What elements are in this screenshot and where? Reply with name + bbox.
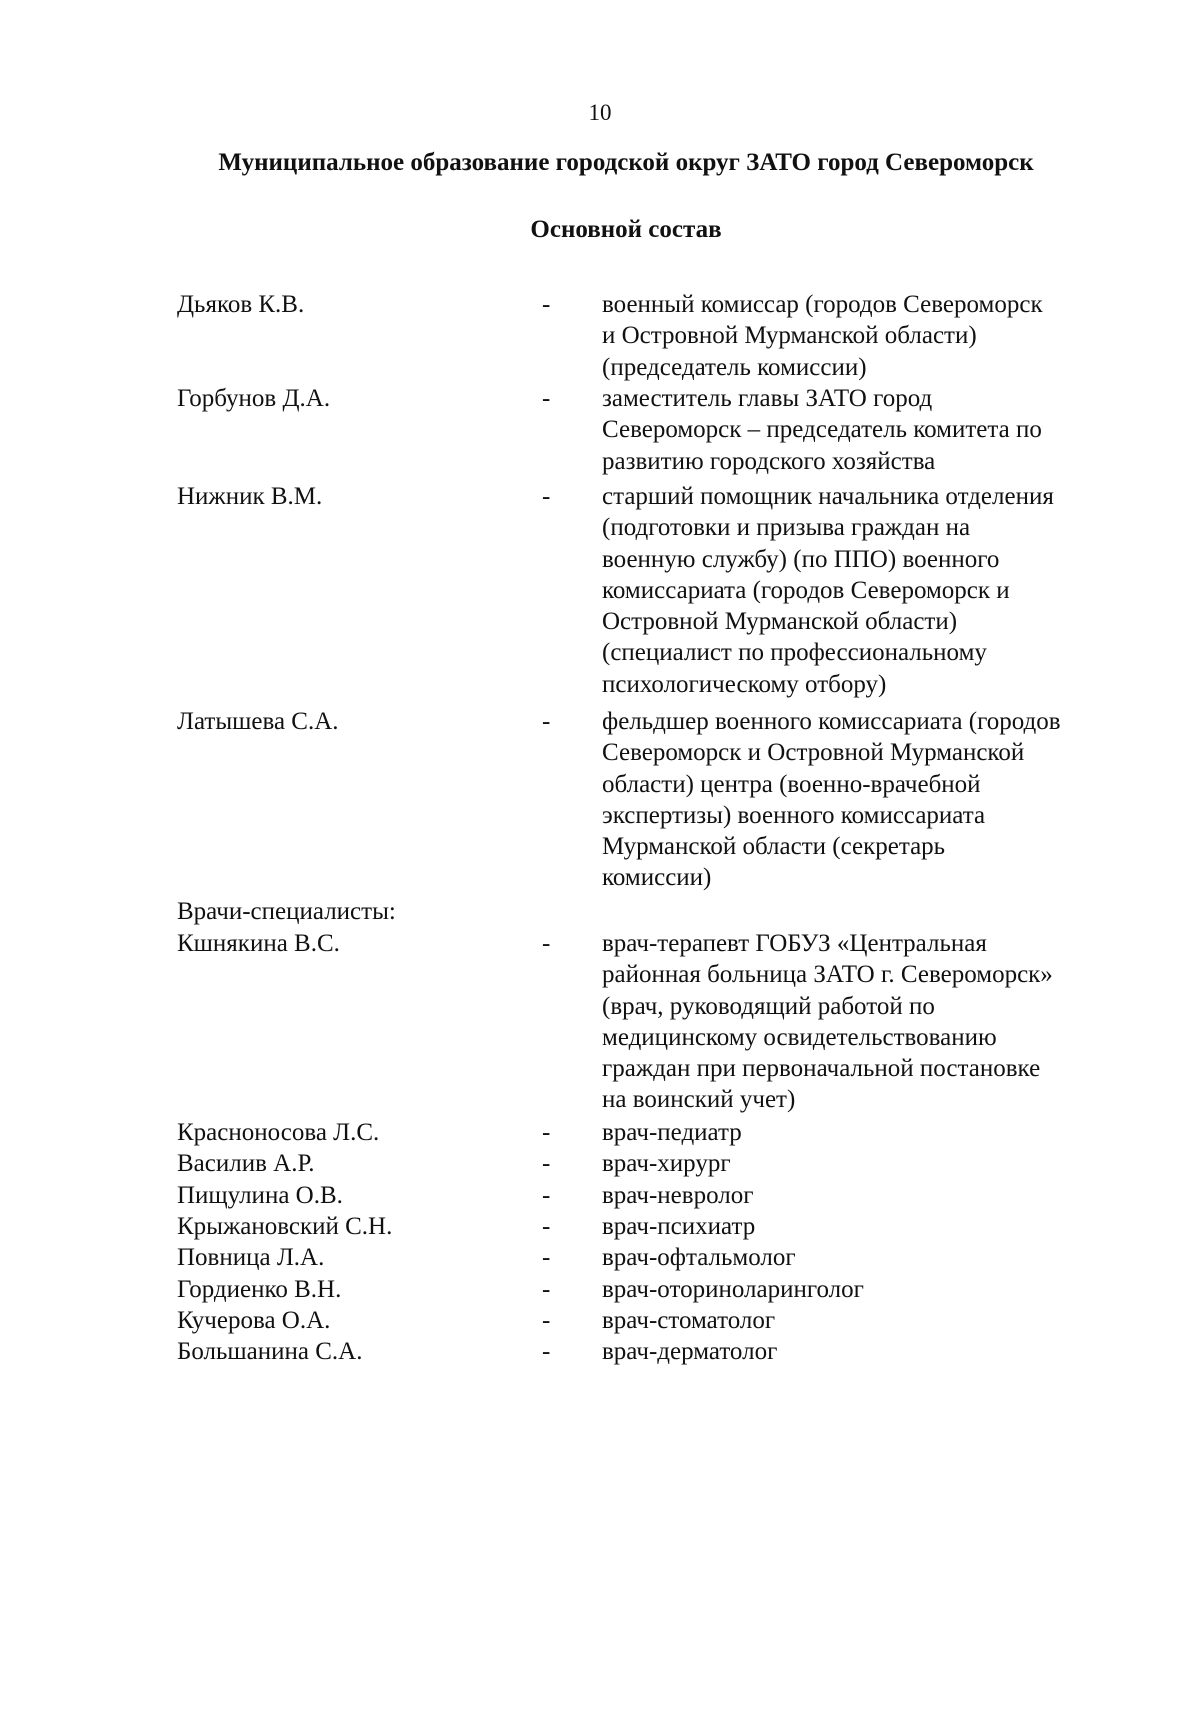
member-role	[602, 1180, 1112, 1211]
page-number: 10	[588, 100, 612, 125]
member-role-line: врач-психиатр	[602, 1213, 756, 1240]
member-role	[602, 383, 1112, 477]
member-name: Красноносова Л.С.	[177, 1119, 380, 1146]
member-role-line: на воинский учет)	[602, 1086, 796, 1114]
member-name: Василив А.Р.	[177, 1150, 315, 1177]
member-role	[602, 1148, 1112, 1179]
specialists-label: Врачи-специалисты:	[177, 898, 396, 925]
separator-dash: -	[542, 1276, 551, 1303]
member-role-line: врач-хирург	[602, 1150, 731, 1177]
member-role-line: фельдшер военного комиссариата (городов	[602, 708, 1061, 735]
member-role-line: и Островной Мурманской области)	[602, 322, 977, 350]
separator-dash: -	[542, 1213, 551, 1240]
member-role-line: Островной Мурманской области)	[602, 608, 958, 636]
member-name: Повница Л.А.	[177, 1244, 325, 1271]
member-role-line: (специалист по профессиональному	[602, 639, 987, 667]
member-role-line: области) центра (военно-врачебной	[602, 770, 981, 798]
member-role	[602, 706, 1112, 894]
member-role-line: врач-оториноларинголог	[602, 1276, 864, 1303]
document-title: Муниципальное образование городской округ ЗАТО город Североморск	[218, 149, 1034, 176]
member-role-line: военный комиссар (городов Североморск	[602, 291, 1043, 318]
member-role-line: врач-терапевт ГОБУЗ «Центральная	[602, 930, 987, 957]
member-role-line: врач-педиатр	[602, 1119, 742, 1146]
member-role	[602, 928, 1112, 1116]
member-role-line: районная больница ЗАТО г. Североморск»	[602, 961, 1053, 989]
member-name: Гордиенко В.Н.	[177, 1276, 342, 1303]
separator-dash: -	[542, 1338, 551, 1365]
member-role-line: Североморск – председатель комитета по	[602, 416, 1042, 444]
member-name: Пищулина О.В.	[177, 1182, 343, 1209]
member-name: Крыжановский С.Н.	[177, 1213, 393, 1240]
member-role-line: врач-дерматолог	[602, 1338, 778, 1365]
separator-dash: -	[542, 1119, 551, 1146]
member-role-line: экспертизы) военного комиссариата	[602, 801, 986, 829]
member-role	[602, 1274, 1112, 1305]
member-role-line: (подготовки и призыва граждан на	[602, 514, 971, 542]
separator-dash: -	[542, 1182, 551, 1209]
member-role-line: врач-стоматолог	[602, 1307, 776, 1334]
member-role	[602, 481, 1112, 700]
member-name: Латышева С.А.	[177, 708, 339, 735]
separator-dash: -	[542, 385, 551, 412]
section-subtitle: Основной состав	[530, 216, 722, 243]
member-role	[602, 1117, 1112, 1148]
member-role-line: военную службу) (по ППО) военного	[602, 545, 1000, 573]
member-role-line: медицинскому освидетельствованию	[602, 1023, 997, 1051]
member-role-line: старший помощник начальника отделения	[602, 483, 1054, 510]
member-role-line: психологическому отбору)	[602, 670, 887, 698]
member-role-line: комиссариата (городов Североморск и	[602, 576, 1010, 604]
member-role-line: Мурманской области (секретарь	[602, 833, 946, 861]
member-role-line: (председатель комиссии)	[602, 353, 867, 381]
member-name: Кшнякина В.С.	[177, 930, 340, 957]
member-role-line: врач-офтальмолог	[602, 1244, 796, 1271]
member-name: Кучерова О.А.	[177, 1307, 331, 1334]
member-role	[602, 1211, 1112, 1242]
member-role-line: врач-невролог	[602, 1182, 754, 1209]
member-role	[602, 1242, 1112, 1273]
member-role	[602, 1336, 1112, 1367]
member-name: Большанина С.А.	[177, 1338, 363, 1365]
member-name: Горбунов Д.А.	[177, 385, 331, 412]
separator-dash: -	[542, 930, 551, 957]
separator-dash: -	[542, 291, 551, 318]
member-role-line: комиссии)	[602, 864, 712, 892]
member-role-line: развитию городского хозяйства	[602, 447, 936, 475]
separator-dash: -	[542, 1307, 551, 1334]
member-role-line: Североморск и Островной Мурманской	[602, 739, 1025, 767]
separator-dash: -	[542, 483, 551, 510]
member-role-line: (врач, руководящий работой по	[602, 992, 935, 1020]
member-role	[602, 1305, 1112, 1336]
separator-dash: -	[542, 1150, 551, 1177]
member-name: Нижник В.М.	[177, 483, 323, 510]
member-role	[602, 289, 1112, 383]
member-name: Дьяков К.В.	[177, 291, 305, 318]
separator-dash: -	[542, 708, 551, 735]
member-role-line: заместитель главы ЗАТО город	[602, 385, 933, 412]
separator-dash: -	[542, 1244, 551, 1271]
member-role-line: граждан при первоначальной постановке	[602, 1055, 1041, 1083]
